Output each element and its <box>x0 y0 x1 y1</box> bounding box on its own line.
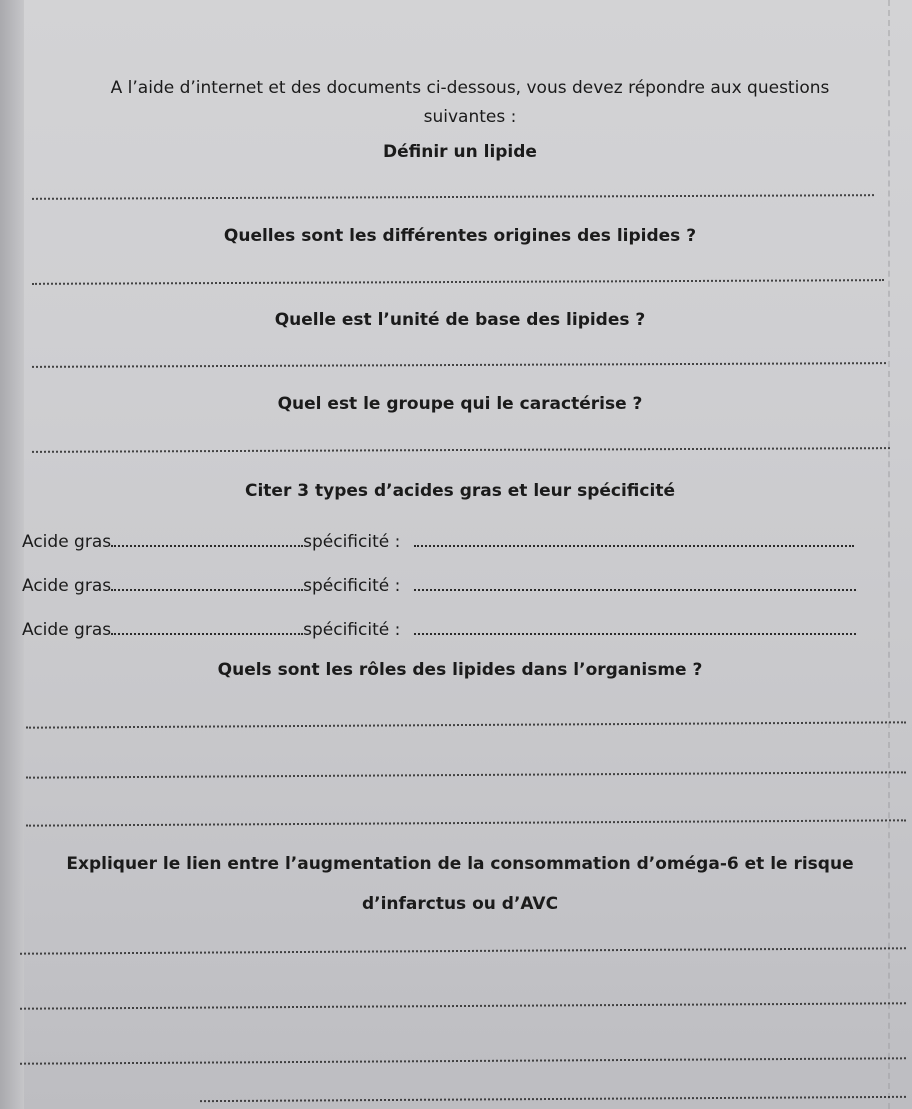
question-define-lipid: Définir un lipide <box>383 142 537 162</box>
answer-line-q4[interactable] <box>32 447 890 453</box>
fatty-acid-row-1 <box>22 532 854 552</box>
specificity-answer-2[interactable] <box>414 583 856 591</box>
question-lipid-origins: Quelles sont les différentes origines des lipides ? <box>223 226 697 246</box>
question-base-unit: Quelle est l’unité de base des lipides ? <box>274 310 646 330</box>
instructions <box>40 74 900 132</box>
fatty-acid-label: Acide gras <box>22 576 112 596</box>
specificity-label: spécificité : <box>303 576 401 596</box>
instructions-line-2: suivantes : <box>423 107 517 127</box>
question-omega6-risk <box>20 844 900 924</box>
answer-line-q7-4[interactable] <box>200 1096 906 1102</box>
page-edge <box>888 0 912 1109</box>
answer-line-q7-1[interactable] <box>20 947 906 954</box>
answer-line-q7-3[interactable] <box>20 1057 906 1064</box>
answer-line-q1[interactable] <box>32 194 874 200</box>
specificity-label: spécificité : <box>303 620 401 640</box>
instructions-line-1: A l’aide d’internet et des documents ci-dessous, vous devez répondre aux questions <box>110 78 830 98</box>
question-fatty-acid-types: Citer 3 types d’acides gras et leur spécificité <box>245 481 675 501</box>
question-characteristic-group: Quel est le groupe qui le caractérise ? <box>277 394 643 414</box>
answer-line-q6-3[interactable] <box>26 819 906 826</box>
answer-line-q2[interactable] <box>32 279 884 285</box>
fatty-acid-label: Acide gras <box>22 532 112 552</box>
specificity-label: spécificité : <box>303 532 401 552</box>
fatty-acid-answer-3[interactable] <box>111 627 303 635</box>
fatty-acid-answer-1[interactable] <box>111 539 303 547</box>
specificity-answer-3[interactable] <box>414 627 856 635</box>
specificity-answer-1[interactable] <box>414 539 854 547</box>
page-shadow <box>0 0 24 1109</box>
fatty-acid-row-2 <box>22 576 856 596</box>
answer-line-q7-2[interactable] <box>20 1002 906 1009</box>
fatty-acid-label: Acide gras <box>22 620 112 640</box>
question-lipid-roles: Quels sont les rôles des lipides dans l’organisme ? <box>217 660 703 680</box>
answer-line-q3[interactable] <box>32 362 886 368</box>
answer-line-q6-1[interactable] <box>26 721 906 728</box>
fatty-acid-row-3 <box>22 620 856 640</box>
fatty-acid-answer-2[interactable] <box>111 583 303 591</box>
answer-line-q6-2[interactable] <box>26 771 906 778</box>
question-omega6-line-1: Expliquer le lien entre l’augmentation de la consommation d’oméga-6 et le risque <box>66 854 854 874</box>
question-omega6-line-2: d’infarctus ou d’AVC <box>361 894 559 914</box>
